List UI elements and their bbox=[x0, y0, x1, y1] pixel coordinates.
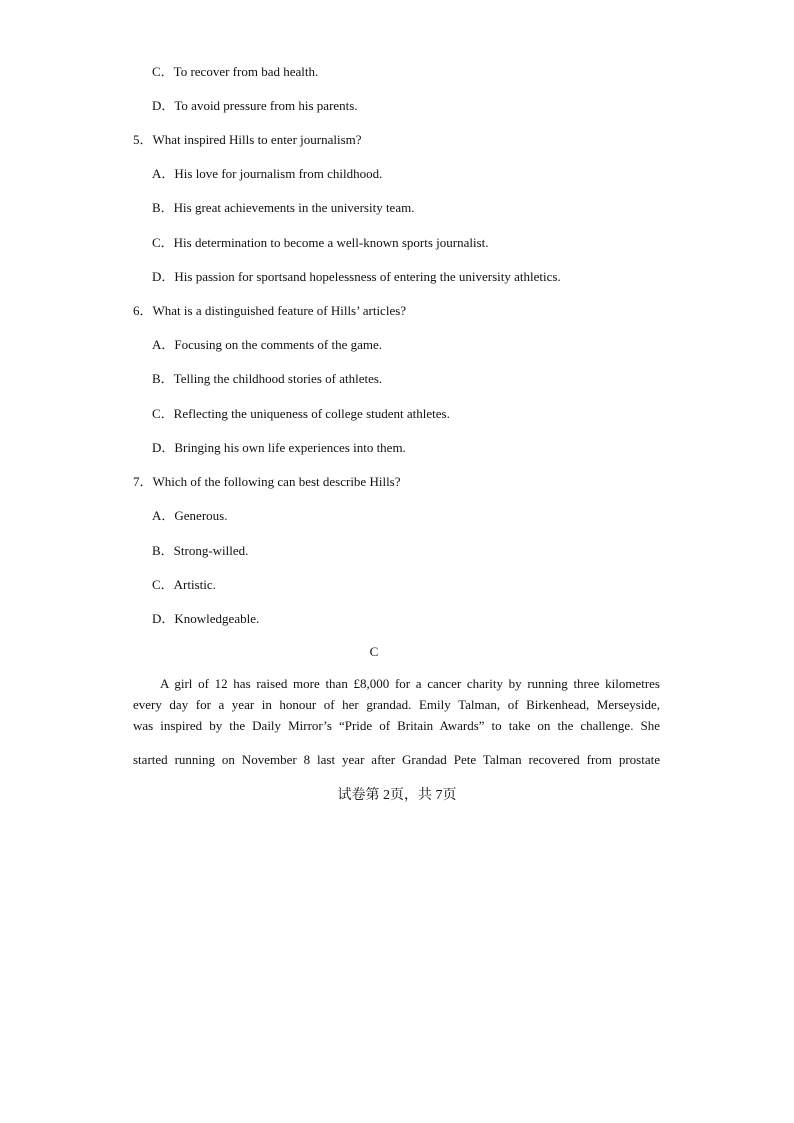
q4-option-c: C．To recover from bad health. bbox=[152, 64, 319, 79]
q5-option-b: B．His great achievements in the university team. bbox=[152, 200, 415, 215]
q6-question: 6．What is a distinguished feature of Hills’ articles? bbox=[133, 303, 407, 318]
q5-option-a: A．His love for journalism from childhood. bbox=[152, 166, 383, 181]
q7-option-d: D．Knowledgeable. bbox=[152, 611, 260, 626]
q5-option-c: C．His determination to become a well-known sports journalist. bbox=[152, 235, 489, 250]
q7-question: 7．Which of the following can best describe Hills? bbox=[133, 474, 401, 489]
q6-option-c: C．Reflecting the uniqueness of college student athletes. bbox=[152, 406, 450, 421]
q6-option-a: A．Focusing on the comments of the game. bbox=[152, 337, 382, 352]
q5-question: 5．What inspired Hills to enter journalism? bbox=[133, 132, 362, 147]
q7-option-a: A．Generous. bbox=[152, 508, 228, 523]
passage-line: every day for a year in honour of her grandad. Emily Talman, of Birkenhead, Merseyside, bbox=[133, 697, 660, 712]
q5-option-d: D．His passion for sportsand hopelessness of entering the university athletics. bbox=[152, 269, 561, 284]
passage-line: started running on November 8 last year after Grandad Pete Talman recovered from prostate bbox=[133, 752, 660, 767]
q7-option-b: B．Strong-willed. bbox=[152, 543, 249, 558]
passage-line: A girl of 12 has raised more than £8,000 for a cancer charity by running three kilometres bbox=[160, 676, 660, 691]
section-c-title: C bbox=[369, 644, 379, 659]
q6-option-d: D．Bringing his own life experiences into them. bbox=[152, 440, 406, 455]
q7-option-c: C．Artistic. bbox=[152, 577, 216, 592]
page-footer: 试卷第 2页，共 7页 bbox=[337, 788, 457, 803]
q6-option-b: B．Telling the childhood stories of athletes. bbox=[152, 371, 383, 386]
q4-option-d: D．To avoid pressure from his parents. bbox=[152, 98, 358, 113]
passage-line: was inspired by the Daily Mirror’s “Pride of Britain Awards” to take on the challenge. She bbox=[133, 718, 660, 733]
